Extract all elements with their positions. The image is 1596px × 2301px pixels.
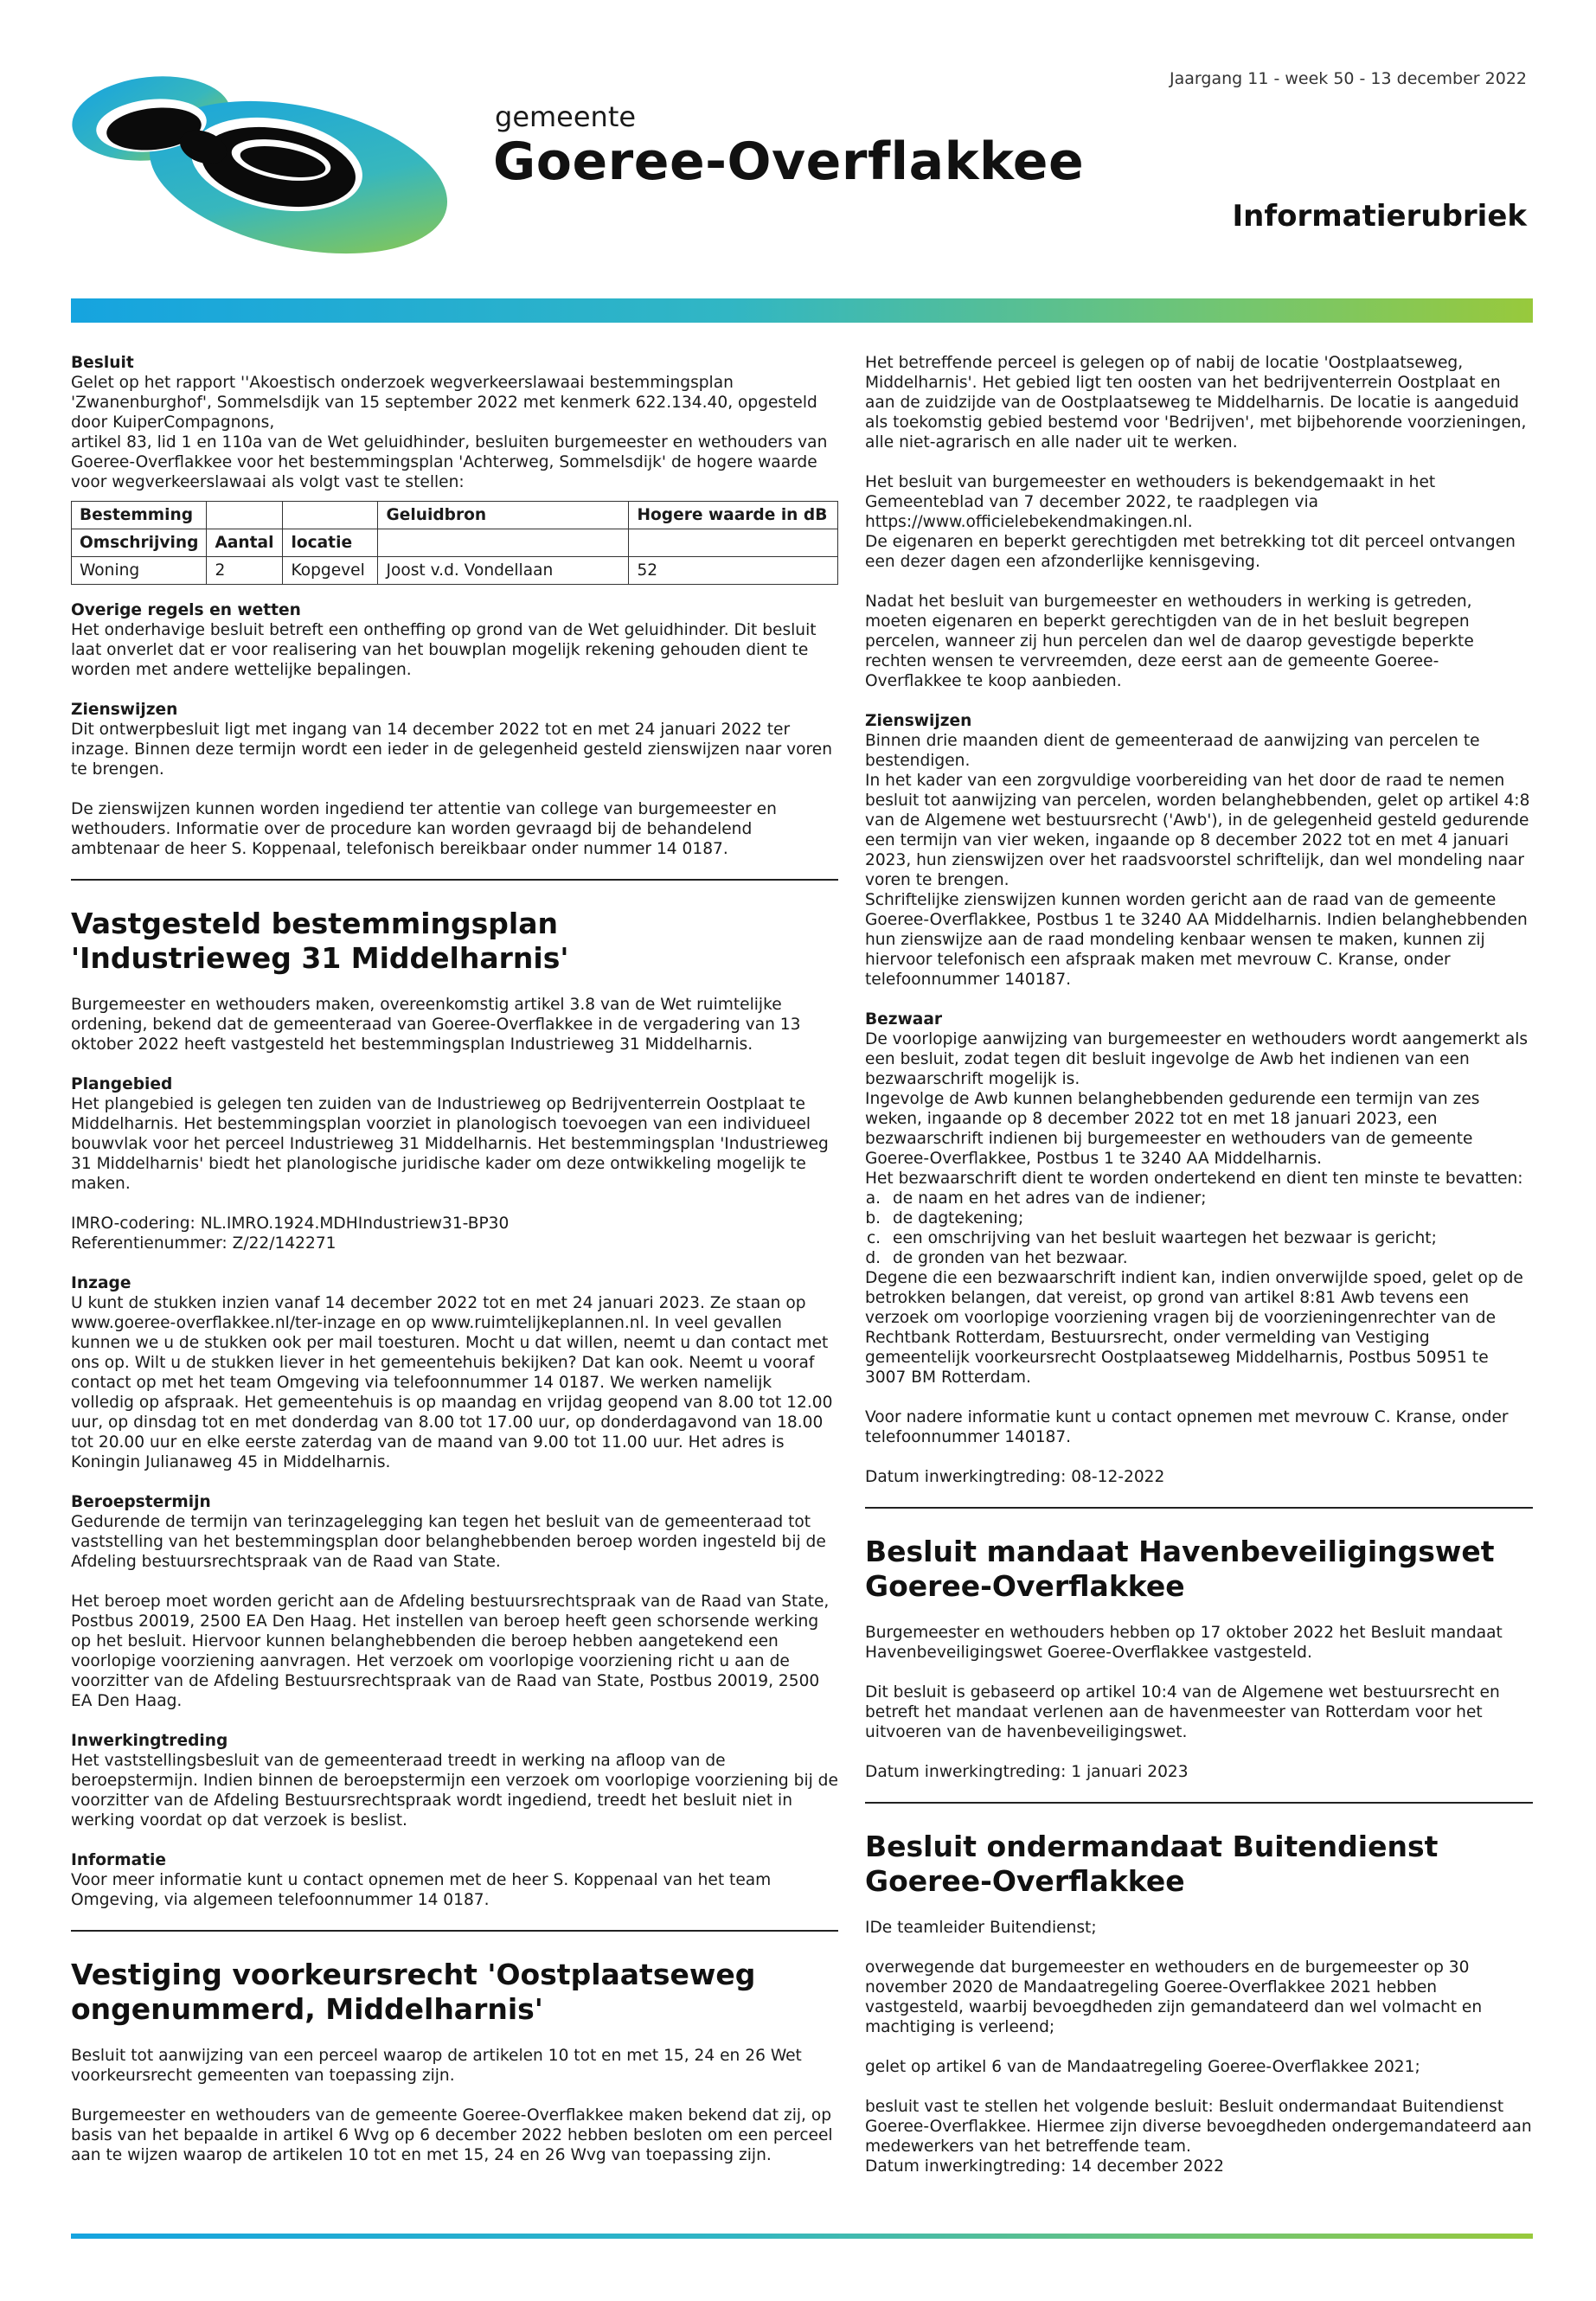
haven-p2: Dit besluit is gebaseerd op artikel 10:4 van de Algemene wet bestuursrecht en betreft het mandaat verlenen aan de havenmeester van Rotterdam voor het uitvoeren van de havenbeveiligingswet. bbox=[865, 1683, 1500, 1741]
zienswijzen-text-2: De zienswijzen kunnen worden ingediend ter attentie van college van burgemeester en wethouders. Informatie over de procedure kan worden gevraagd bij de behandelend ambtenaar de heer S. Koppenaal, telefonisch bereikbaar onder nummer 14 0187. bbox=[71, 800, 777, 858]
rubric-title: Informatierubriek bbox=[1232, 199, 1527, 234]
table-row bbox=[72, 557, 838, 585]
bezwaar-requirements-list bbox=[865, 1189, 1533, 1268]
list-item: c. een omschrijving van het besluit waartegen het bezwaar is gericht; bbox=[886, 1228, 1533, 1248]
col-hogere-waarde: Hogere waarde in dB bbox=[629, 502, 838, 529]
list-item: d. de gronden van het bezwaar. bbox=[886, 1248, 1533, 1268]
cell-locatie: Kopgevel bbox=[283, 557, 378, 585]
col-geluidbron: Geluidbron bbox=[378, 502, 629, 529]
vk-contact: Voor nadere informatie kunt u contact opnemen met mevrouw C. Kranse, onder telefoonnummer 140187. bbox=[865, 1408, 1509, 1446]
voorkeursrecht-p4: Het besluit van burgemeester en wethouders is bekendgemaakt in het Gemeenteblad van 7 december 2022, te raadplegen via https://www.officielebekendmakingen.nl. De eigenaren en beperkt gerechtigden met betrekking tot dit perceel ontvangen een dezer dagen een afzonderlijke kennisgeving. bbox=[865, 473, 1516, 571]
inzage-heading: Inzage bbox=[71, 1274, 131, 1292]
table-subheader-row bbox=[72, 529, 838, 557]
table-header-row bbox=[72, 502, 838, 529]
beroep-heading: Beroepstermijn bbox=[71, 1493, 211, 1511]
municipality-logo bbox=[69, 65, 450, 255]
buitendienst-p2: overwegende dat burgemeester en wethouders en de burgemeester op 30 november 2020 de Mandaatregeling Goeree-Overflakkee 2021 hebben vastgesteld, waarbij bevoegdheden zijn gemandateerd dan wel volmacht en machtiging is verleend; bbox=[865, 1958, 1483, 2036]
voorkeursrecht-p1: Besluit tot aanwijzing van een perceel waarop de artikelen 10 tot en met 15, 24 en 26 Wet voorkeursrecht gemeenten van toepassing zijn. bbox=[71, 2047, 802, 2085]
right-column bbox=[865, 353, 1533, 2196]
zienswijzen-heading: Zienswijzen bbox=[71, 701, 178, 719]
cell-aantal: 2 bbox=[207, 557, 283, 585]
overige-heading: Overige regels en wetten bbox=[71, 601, 301, 619]
col-omschrijving: Omschrijving bbox=[72, 529, 207, 557]
cell-geluidbron: Joost v.d. Vondellaan bbox=[378, 557, 629, 585]
inzage-text: U kunt de stukken inzien vanaf 14 december 2022 tot en met 24 januari 2023. Ze staan op www.goeree-overflakkee.nl/ter-inzage en op www.ruimtelijkeplannen.nl. In veel gevallen kunnen we u de stukken ook per mail toesturen. Mocht u dat willen, neemt u dan contact met ons op. Wilt u de stukken liever in het gemeentehuis bekijken? Dat kan ook. Neemt u vooraf contact op met het team Omgeving via telefoonnummer 14 0187. We werken namelijk volledig op afspraak. Het gemeentehuis is op maandag en vrijdag geopend van 8.00 tot 12.00 uur, op dinsdag tot en met donderdag van 8.00 tot 17.00 uur, op donderdagavond van 18.00 tot 20.00 uur en elke eerste zaterdag van de maand van 9.00 tot 11.00 uur. Het adres is Koningin Julianaweg 45 in Middelharnis. bbox=[71, 1294, 833, 1471]
section-divider bbox=[71, 1930, 838, 1932]
industrieweg-intro: Burgemeester en wethouders maken, overeenkomstig artikel 3.8 van de Wet ruimtelijke ordening, bekend dat de gemeenteraad van Goeree-Overflakkee in de vergadering van 13 oktober 2022 heeft vastgesteld het bestemmingsplan Industrieweg 31 Middelharnis. bbox=[71, 996, 801, 1054]
informatie-heading: Informatie bbox=[71, 1851, 166, 1869]
vk-datum: Datum inwerkingtreding: 08-12-2022 bbox=[865, 1468, 1165, 1486]
section-divider bbox=[865, 1507, 1533, 1509]
haven-p1: Burgemeester en wethouders hebben op 17 oktober 2022 het Besluit mandaat Havenbeveiligingswet Goeree-Overflakkee vastgesteld. bbox=[865, 1624, 1503, 1662]
col-locatie: locatie bbox=[283, 529, 378, 557]
voorkeursrecht-p2: Burgemeester en wethouders van de gemeente Goeree-Overflakkee maken bekend dat zij, op basis van het bepaalde in artikel 6 Wvg op 6 december 2022 hebben besloten om een perceel aan te wijzen waarop de artikelen 10 tot en met 15, 24 en 26 Wvg van toepassing zijn. bbox=[71, 2106, 833, 2164]
cell-waarde: 52 bbox=[629, 557, 838, 585]
zienswijzen-text: Dit ontwerpbesluit ligt met ingang van 14 december 2022 tot en met 24 januari 2022 ter inzage. Binnen deze termijn wordt een ieder in de gelegenheid gesteld zienswijzen naar voren te brengen. bbox=[71, 721, 832, 779]
col-aantal: Aantal bbox=[207, 529, 283, 557]
list-item: b. de dagtekening; bbox=[886, 1208, 1533, 1228]
bezwaar-text: De voorlopige aanwijzing van burgemeester en wethouders wordt aangemerkt als een besluit, zodat tegen dit besluit ingevolge de Awb het indienen van een bezwaarschrift mogelijk is. Ingevolge de Awb kunnen belanghebbenden gedurende een termijn van zes weken, ingaande op 8 december 2022 tot en met 18 januari 2023, een bezwaarschrift indienen bij burgemeester en wethouders van de gemeente Goeree-Overflakkee, Postbus 1 te 3240 AA Middelharnis. Het bezwaarschrift dient te worden ondertekend en dient ten minste te bevatten: bbox=[865, 1030, 1529, 1188]
buitendienst-p3: gelet op artikel 6 van de Mandaatregeling Goeree-Overflakkee 2021; bbox=[865, 2058, 1420, 2076]
voorkeursrecht-title: Vestiging voorkeursrecht 'Oostplaatseweg ongenummerd, Middelharnis' bbox=[71, 1958, 756, 2026]
vk-zienswijzen-text: Binnen drie maanden dient de gemeenteraad de aanwijzing van percelen te bestendigen. In het kader van een zorgvuldige voorbereiding van het door de raad te nemen besluit tot aanwijzing van percelen, worden belanghebbenden, gelet op artikel 4:8 van de Algemene wet bestuursrecht ('Awb'), in de gelegenheid gesteld gedurende een termijn van vier weken, ingaande op 8 december 2022 tot en met 4 januari 2023, hun zienswijzen over het raadsvoorstel schriftelijk, dan wel mondeling naar voren te brengen. Schriftelijke zienswijzen kunnen worden gericht aan de raad van de gemeente Goeree-Overflakkee, Postbus 1 te 3240 AA Middelharnis. Indien belanghebbenden hun zienswijze aan de raad mondeling kenbaar wensen te maken, kunnen zij hiervoor telefonisch een afspraak maken met mevrouw C. Kranse, onder telefoonnummer 140187. bbox=[865, 732, 1530, 989]
section-divider bbox=[71, 879, 838, 881]
header-gradient-bar bbox=[71, 298, 1533, 323]
voorkeursrecht-p5: Nadat het besluit van burgemeester en wethouders in werking is getreden, moeten eigenaren en beperkt gerechtigden van de in het besluit begrepen percelen, wanneer zij hun percelen dan wel de daarop gevestigde beperkte rechten wensen te vervreemden, deze eerst aan de gemeente Goeree-Overflakkee te koop aanbieden. bbox=[865, 593, 1474, 690]
imro-codering: IMRO-codering: NL.IMRO.1924.MDHIndustriew31-BP30 Referentienummer: Z/22/142271 bbox=[71, 1215, 510, 1253]
beroep-text-2: Het beroep moet worden gericht aan de Afdeling bestuursrechtspraak van de Raad van State, Postbus 20019, 2500 EA Den Haag. Het instellen van beroep heeft geen schorsende werking op het besluit. Hiervoor kunnen belanghebbenden die beroep hebben aangetekend een voorlopige voorziening aanvragen. Het verzoek om voorlopige voorziening richt u aan de voorzitter van de Afdeling Bestuursrechtspraak van de Raad van State, Postbus 20019, 2500 EA Den Haag. bbox=[71, 1593, 830, 1710]
beroep-text: Gedurende de termijn van terinzagelegging kan tegen het besluit van de gemeenteraad tot vaststelling van het bestemmingsplan door belanghebbenden beroep worden ingesteld bij de Afdeling bestuursrechtspraak van de Raad van State. bbox=[71, 1513, 826, 1571]
bezwaar-heading: Bezwaar bbox=[865, 1010, 943, 1029]
hogere-waarde-table bbox=[71, 501, 838, 585]
issue-info: Jaargang 11 - week 50 - 13 december 2022 bbox=[1170, 69, 1527, 88]
overige-text: Het onderhavige besluit betreft een ontheffing op grond van de Wet geluidhinder. Dit besluit laat onverlet dat er voor realisering van het bouwplan mogelijk rekening gehouden dient te worden met andere wettelijke bepalingen. bbox=[71, 621, 817, 679]
left-column bbox=[71, 353, 838, 2185]
voorkeursrecht-p3: Het betreffende perceel is gelegen op of nabij de locatie 'Oostplaatseweg, Middelharnis'. Het gebied ligt ten oosten van het bedrijventerrein Oostplaat en aan de zuidzijde van de Oostplaatseweg te Middelharnis. De locatie is aangeduid als toekomstig gebied bestemd voor 'Bedrijven', met bijbehorende voorzieningen, alle niet-agrarisch en alle nader uit te werken. bbox=[865, 354, 1527, 452]
buitendienst-p1: IDe teamleider Buitendienst; bbox=[865, 1919, 1097, 1937]
vk-zienswijzen-heading: Zienswijzen bbox=[865, 712, 972, 730]
org-prefix: gemeente bbox=[495, 100, 637, 133]
section-divider bbox=[865, 1802, 1533, 1804]
inwerking-heading: Inwerkingtreding bbox=[71, 1732, 228, 1750]
cell-omschrijving: Woning bbox=[72, 557, 207, 585]
havenbeveiliging-title: Besluit mandaat Havenbeveiligingswet Goeree-Overflakkee bbox=[865, 1535, 1495, 1603]
org-name: Goeree-Overflakkee bbox=[493, 131, 1085, 192]
footer-gradient-bar bbox=[71, 2234, 1533, 2239]
col-bestemming: Bestemming bbox=[72, 502, 207, 529]
plangebied-text: Het plangebied is gelegen ten zuiden van de Industrieweg op Bedrijventerrein Oostplaat te Middelharnis. Het bestemmingsplan voorziet in planologisch toevoegen van een individueel bouwvlak voor het perceel Industrieweg 31 Middelharnis. Het bestemmingsplan 'Industrieweg 31 Middelharnis' biedt het planologische juridische kader om deze ontwikkeling mogelijk te maken. bbox=[71, 1095, 829, 1193]
besluit-text: Gelet op het rapport ''Akoestisch onderzoek wegverkeerslawaai bestemmingsplan 'Zwanenburghof', Sommelsdijk van 15 september 2022 met kenmerk 622.134.40, opgesteld door KuiperCompagnons, artikel 83, lid 1 en 110a van de Wet geluidhinder, besluiten burgemeester en wethouders van Goeree-Overflakkee voor het bestemmingsplan 'Achterweg, Sommelsdijk' de hogere waarde voor wegverkeerslawaai als volgt vast te stellen: bbox=[71, 374, 828, 491]
buitendienst-p4: besluit vast te stellen het volgende besluit: Besluit ondermandaat Buitendienst Goeree-Overflakkee. Hiermee zijn diverse bevoegdheden ondergemandateerd aan medewerkers van het betreffende team. Datum inwerkingtreding: 14 december 2022 bbox=[865, 2098, 1532, 2176]
besluit-heading: Besluit bbox=[71, 354, 134, 372]
industrieweg-title: Vastgesteld bestemmingsplan 'Industrieweg 31 Middelharnis' bbox=[71, 907, 569, 975]
plangebied-heading: Plangebied bbox=[71, 1075, 173, 1093]
informatie-text: Voor meer informatie kunt u contact opnemen met de heer S. Koppenaal van het team Omgeving, via algemeen telefoonnummer 14 0187. bbox=[71, 1871, 772, 1909]
inwerking-text: Het vaststellingsbesluit van de gemeenteraad treedt in werking na afloop van de beroepstermijn. Indien binnen de beroepstermijn een verzoek om voorlopige voorziening bij de voorzitter van de Afdeling Bestuursrechtspraak wordt ingediend, treedt het besluit niet in werking voordat op dat verzoek is beslist. bbox=[71, 1752, 838, 1830]
list-item: a. de naam en het adres van de indiener; bbox=[886, 1189, 1533, 1208]
buitendienst-title: Besluit ondermandaat Buitendienst Goeree-Overflakkee bbox=[865, 1830, 1439, 1898]
bezwaar-text-2: Degene die een bezwaarschrift indient kan, indien onverwijlde spoed, gelet op de betrokken belangen, dat vereist, op grond van artikel 8:81 Awb tevens een verzoek om voorlopige voorziening vragen bij de voorzieningenrechter van de Rechtbank Rotterdam, Bestuursrecht, onder vermelding van Vestiging gemeentelijk voorkeursrecht Oostplaatseweg Middelharnis, Postbus 50951 te 3007 BM Rotterdam. bbox=[865, 1269, 1523, 1387]
haven-datum: Datum inwerkingtreding: 1 januari 2023 bbox=[865, 1763, 1189, 1781]
